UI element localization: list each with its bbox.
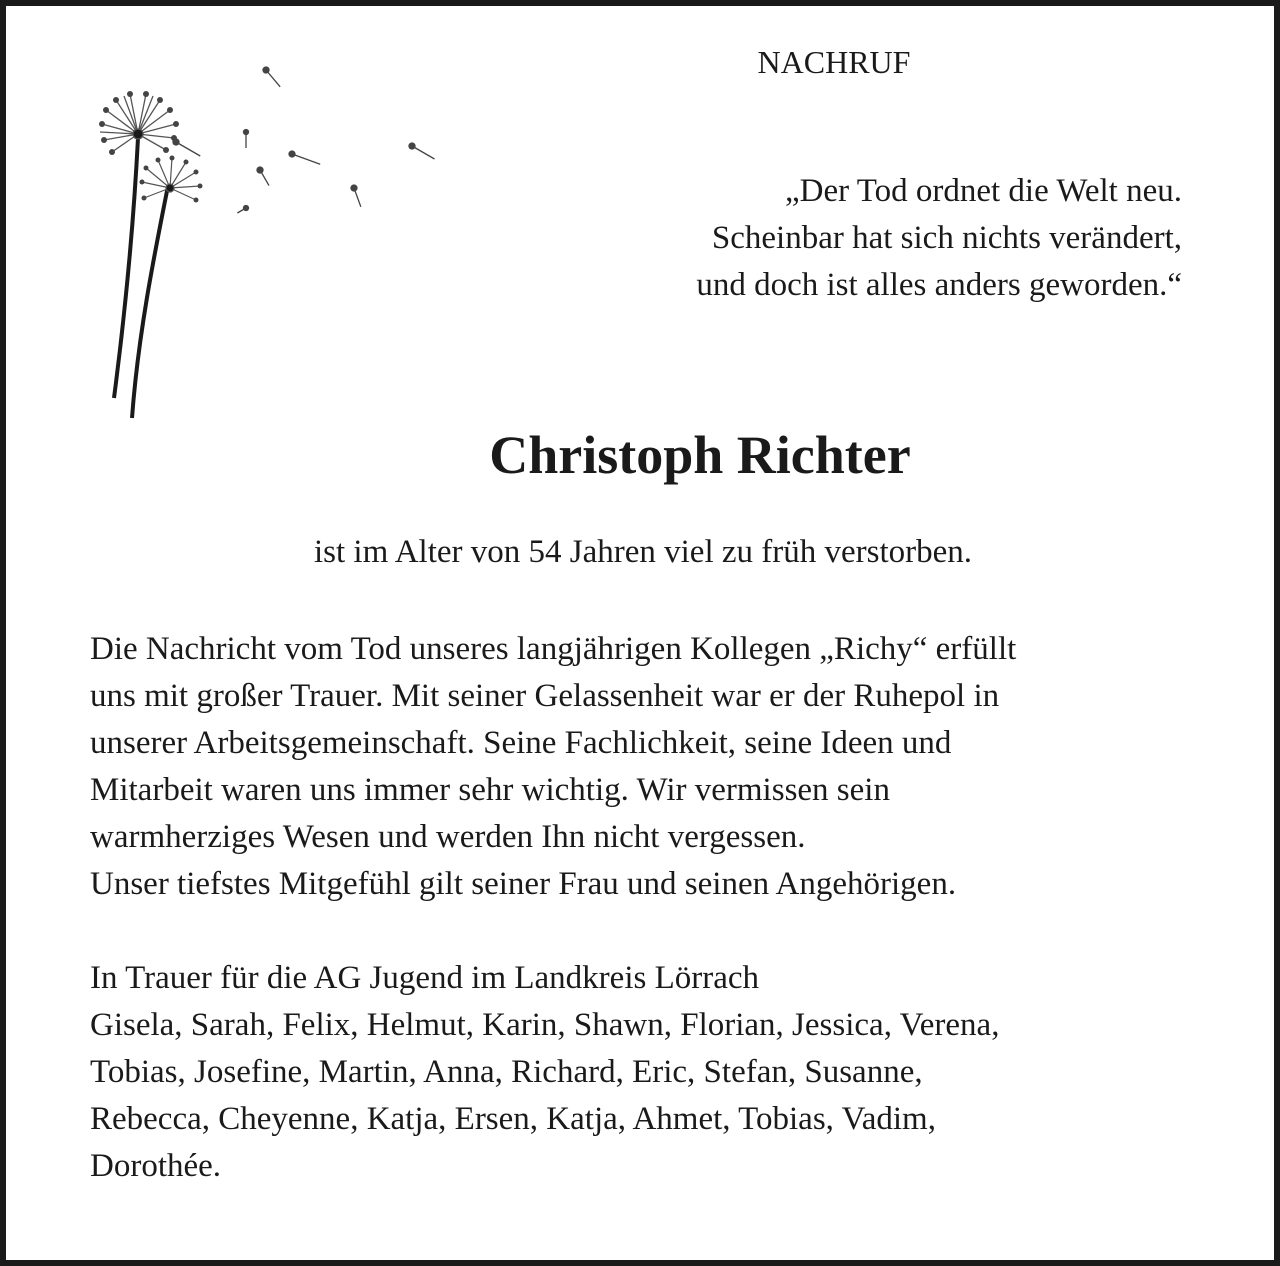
notice-heading: NACHRUF: [757, 44, 911, 80]
signature-line: Gisela, Sarah, Felix, Helmut, Karin, Shawn, Florian, Jessica, Verena,: [90, 1007, 1000, 1043]
message-line: Mitarbeit waren uns immer sehr wichtig. Wir vermissen sein: [90, 772, 890, 808]
message-line: warmherziges Wesen und werden Ihn nicht vergessen.: [90, 819, 806, 855]
message-line: Die Nachricht vom Tod unseres langjährigen Kollegen „Richy“ erfüllt: [90, 631, 1017, 667]
deceased-name: Christoph Richter: [489, 425, 911, 485]
quote-line: „Der Tod ordnet die Welt neu.: [784, 173, 1182, 209]
signature-line: Tobias, Josefine, Martin, Anna, Richard, Eric, Stefan, Susanne,: [90, 1054, 923, 1090]
message-line: Unser tiefstes Mitgefühl gilt seiner Frau und seinen Angehörigen.: [90, 866, 957, 902]
paragraph-spacer: [90, 908, 1016, 955]
dandelion-icon: [66, 46, 466, 436]
signature-line: Dorothée.: [90, 1148, 222, 1184]
message-line: uns mit großer Trauer. Mit seiner Gelassenheit war er der Ruhepol in: [90, 678, 1000, 714]
quote: [696, 168, 1182, 309]
signature-line: Rebecca, Cheyenne, Katja, Ersen, Katja, Ahmet, Tobias, Vadim,: [90, 1101, 936, 1137]
quote-line: und doch ist alles anders geworden.“: [696, 267, 1182, 303]
quote-line: Scheinbar hat sich nichts verändert,: [711, 220, 1182, 256]
signature-line: In Trauer für die AG Jugend im Landkreis Lörrach: [90, 960, 760, 996]
message-line: unserer Arbeitsgemeinschaft. Seine Fachlichkeit, seine Ideen und: [90, 725, 952, 761]
age-line: ist im Alter von 54 Jahren viel zu früh verstorben.: [314, 534, 973, 570]
message-body: [90, 626, 1016, 1190]
